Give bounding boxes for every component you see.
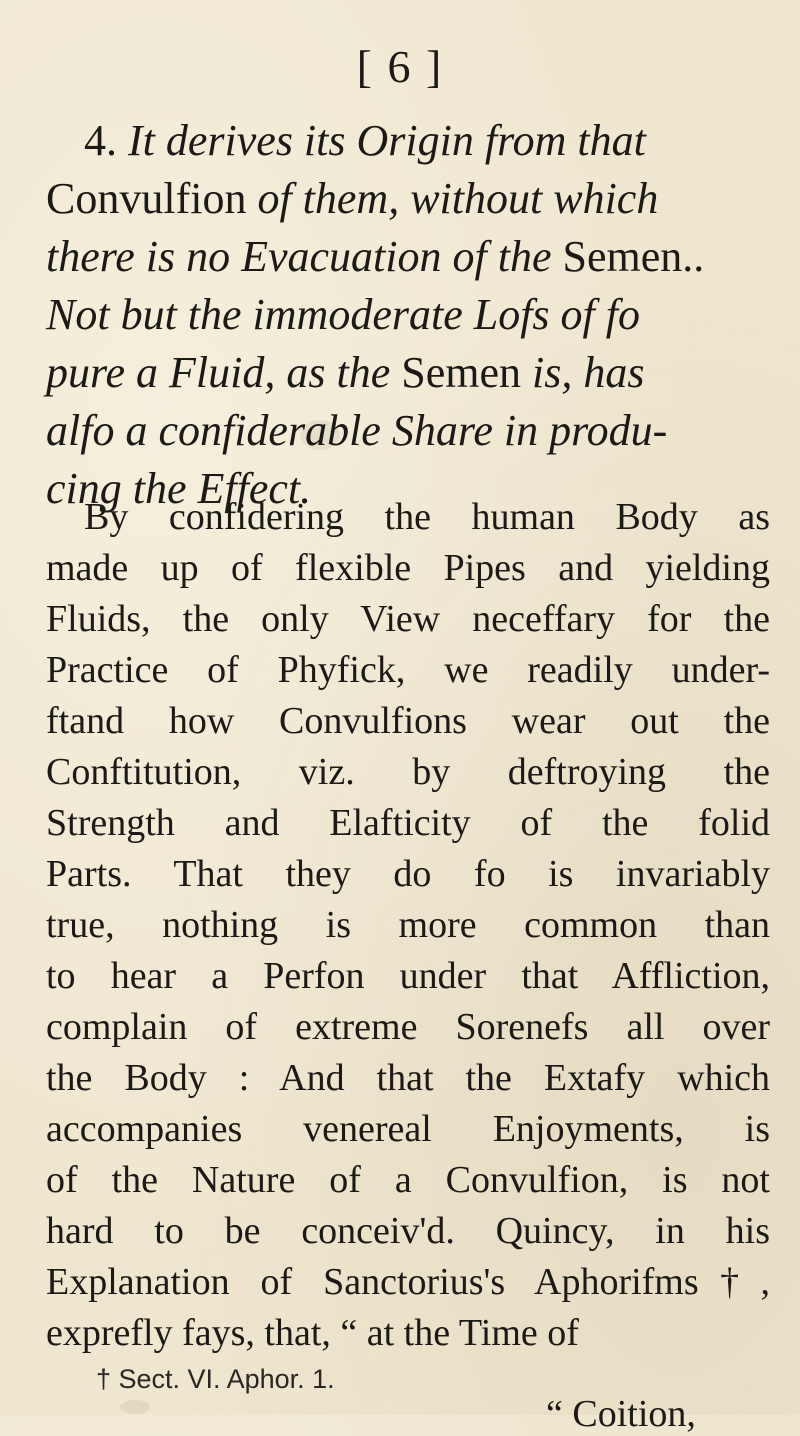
paper-stain (120, 1400, 150, 1414)
item-line: cing the Effect. (46, 464, 312, 513)
item-line: pure a Fluid, as the Semen is, has (46, 348, 645, 397)
body-line: Parts. That they do fo is invariably (46, 853, 770, 895)
page-number: [ 6 ] (356, 41, 444, 92)
body-line: Strength and Elafticity of the folid (46, 802, 770, 844)
item-line: 4. It derives its Origin from that (84, 116, 646, 165)
body-line: Fluids, the only View neceffary for the (46, 598, 770, 640)
body-line: made up of flexible Pipes and yielding (46, 547, 770, 589)
body-paragraph (46, 492, 770, 1359)
body-line: of the Nature of a Convulfion, is not (46, 1159, 770, 1201)
body-line: By confidering the human Body as (84, 496, 770, 538)
body-line: to hear a Perfon under that Affliction, (46, 955, 770, 997)
body-line: complain of extreme Sorenefs all over (46, 1006, 770, 1048)
body-line: Explanation of Sanctorius's Aphorifms†, (46, 1261, 770, 1303)
body-line: the Body : And that the Extafy which (46, 1057, 770, 1099)
catchword: “ Coition, (546, 1393, 696, 1435)
body-line: Practice of Phyfick, we readily under- (46, 649, 770, 691)
item-line: alfo a confiderable Share in produ- (46, 406, 668, 455)
body-line: hard to be conceiv'd. Quincy, in his (46, 1210, 770, 1252)
item-line: Convulfion of them, without which (46, 174, 659, 223)
item-line: Not but the immoderate Lofs of fo (46, 290, 640, 339)
numbered-item-4 (46, 112, 766, 518)
item-line: there is no Evacuation of the Semen.. (46, 232, 705, 281)
body-line: Conftitution, viz. by deftroying the (46, 751, 770, 793)
footnote: † Sect. VI. Aphor. 1. (96, 1364, 335, 1394)
body-line: true, nothing is more common than (46, 904, 770, 946)
body-line: exprefly fays, that, “ at the Time of (46, 1312, 579, 1354)
body-line: ftand how Convulfions wear out the (46, 700, 770, 742)
body-line: accompanies venereal Enjoyments, is (46, 1108, 770, 1150)
